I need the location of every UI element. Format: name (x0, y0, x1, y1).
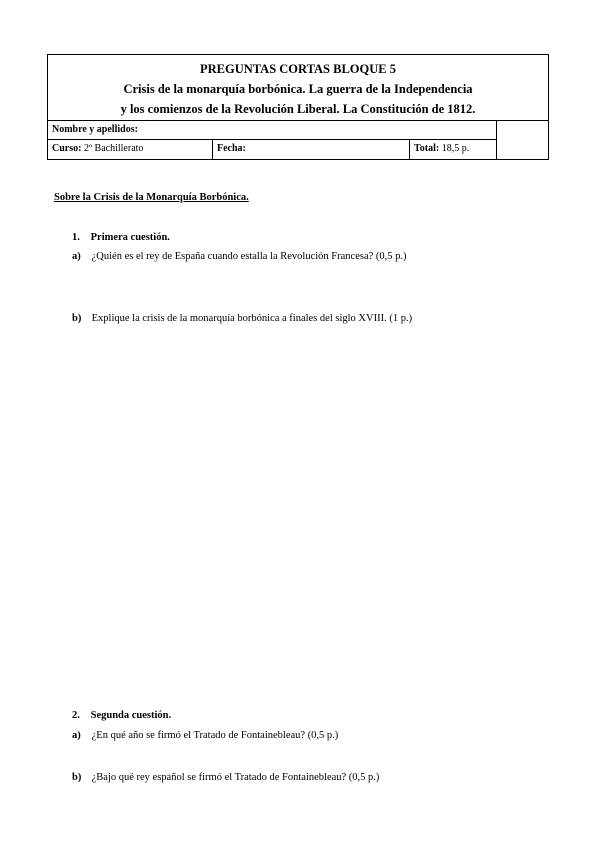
name-label: Nombre y apellidos: (52, 124, 138, 135)
item-letter: a) (72, 251, 81, 262)
date-label: Fecha: (217, 143, 246, 154)
item-letter: a) (72, 730, 81, 741)
question-2-number: 2. (72, 710, 80, 721)
total-value: 18,5 p. (441, 143, 470, 154)
course-label: Curso: (52, 143, 82, 154)
course-cell (48, 140, 213, 159)
item-letter: b) (72, 313, 82, 324)
course-value: 2º Bachillerato (83, 143, 144, 154)
name-field[interactable] (48, 121, 497, 140)
title-line-1: PREGUNTAS CORTAS BLOQUE 5 (199, 62, 396, 76)
question-1b (72, 313, 412, 324)
date-field[interactable] (213, 140, 410, 159)
info-row (48, 140, 497, 159)
header-title (48, 55, 548, 121)
item-text: ¿Bajo qué rey español se firmó el Tratado de Fontainebleau? (0,5 p.) (91, 772, 380, 783)
question-1-heading (72, 232, 170, 243)
item-text: ¿En qué año se firmó el Tratado de Fontainebleau? (0,5 p.) (91, 730, 339, 741)
question-1a (72, 251, 407, 262)
question-2b (72, 772, 379, 783)
total-cell (410, 140, 497, 159)
title-line-3: y los comienzos de la Revolución Liberal. La Constitución de 1812. (120, 102, 476, 116)
header-box (47, 54, 549, 160)
question-1-title: Primera cuestión. (90, 232, 170, 243)
section-title: Sobre la Crisis de la Monarquía Borbónica. (54, 192, 249, 203)
question-2a (72, 730, 338, 741)
item-text: ¿Quién es el rey de España cuando estalla la Revolución Francesa? (0,5 p.) (91, 251, 407, 262)
total-label: Total: (414, 143, 440, 154)
title-line-2: Crisis de la monarquía borbónica. La guerra de la Independencia (123, 82, 473, 96)
question-2-heading (72, 710, 171, 721)
item-letter: b) (72, 772, 82, 783)
question-2-title: Segunda cuestión. (90, 710, 172, 721)
question-1-number: 1. (72, 232, 80, 243)
item-text: Explique la crisis de la monarquía borbónica a finales del siglo XVIII. (1 p.) (91, 313, 413, 324)
